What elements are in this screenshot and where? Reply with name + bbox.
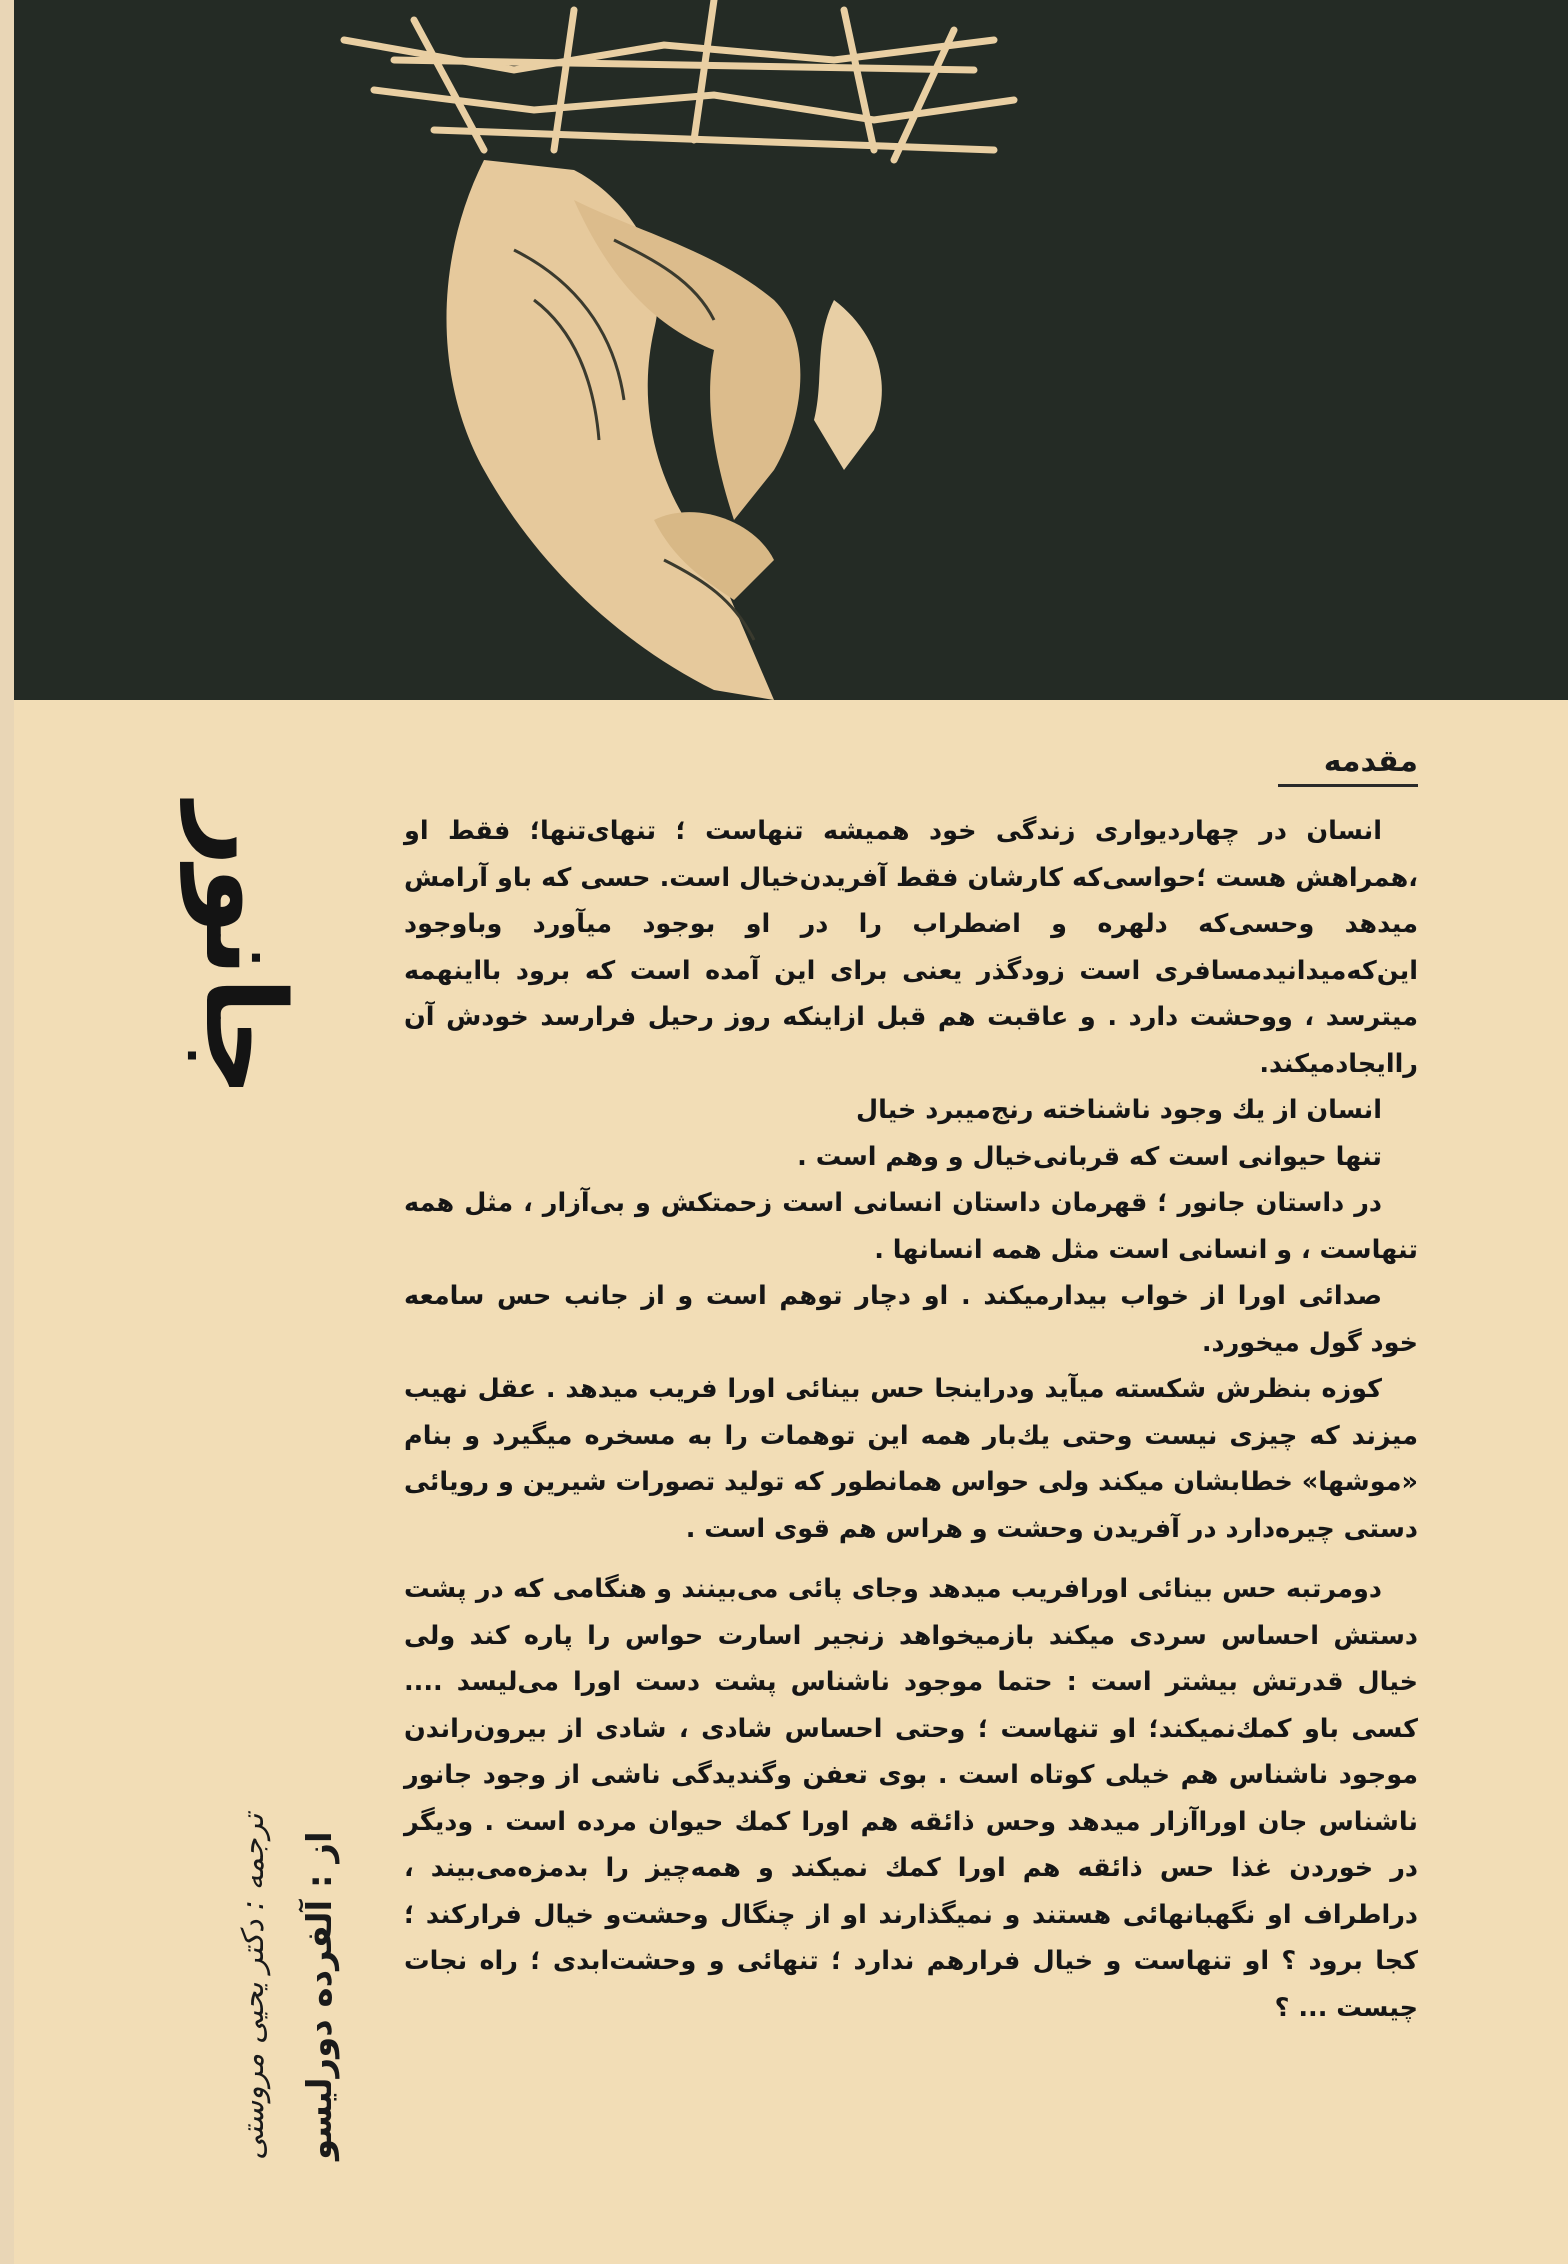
paragraph: انسان از یك وجود ناشناخته رنج‌میبرد خیال (855, 1095, 1382, 1125)
story-title: جانور (181, 802, 309, 1098)
credits (230, 1600, 380, 2160)
paragraph: انسان در چهاردیواری زندگی خود همیشه تنهاست ؛ تنهای‌تنها؛ فقط او ،همراهش هست ؛حواسی‌که کارشان فقط آفریدن‌خیال است. حسی که باو آرامش میدهد وحسی‌که دلهره و اضطراب را در او بوجود میآورد وباوجود این‌که‌میدانیدمسافری است زودگذر یعنی برای این آمده است که برود بااینهمه میترسد ، ووحشت دارد . و عاقبت هم قبل ازاینکه روز رحیل فرارسد خودش آن راایجادمیکند. (404, 816, 1418, 1079)
translator-credit: ترجمه : دکتر یحیی مروستی (236, 1813, 271, 2160)
paragraph: تنها حیوانی است که قربانی‌خیال و وهم است . (797, 1141, 1382, 1172)
woodcut-face-image (14, 0, 1568, 700)
paragraph: دومرتبه حس بینائی اورافریب میدهد وجای پائی می‌بینند و هنگامی که در پشت دستش احساس سردی میکند بازمیخواهد زنجیر اسارت حواس را پاره کند ولی خیال قدرتش بیشتر است : حتما موجود ناشناس پشت دست اورا می‌لیسد .... کسی باو کمك‌نمیکند؛ او تنهاست ؛ وحتی احساس شادی ، شادی از بیرون‌راندن موجود ناشناس هم خیلی کوتاه است . بوی تعفن وگندیدگی ناشی از وجود جانور ناشناس جان اوراآزار میدهد وحس ذائقه هم اورا کمك حیوان مرده است . ودیگر در خوردن غذا حس ذائقه هم اورا کمك نمیکند و همه‌چیز را بدمزه‌می‌بیند ، دراطراف او نگهبانهائی هستند و نمیگذارند او از چنگال وحشت‌و خیال فرارکند ؛ کجا برود ؟ او تنهاست و خیال فرارهم ندارد ؛ تنهائی و وحشت‌ابدی ؛ راه نجات چیست ... ؟ (404, 1574, 1418, 2023)
author-credit: از : آلفرده دورلیسو (300, 1831, 340, 2160)
heading-underline (1278, 784, 1418, 787)
paragraph: در داستان جانور ؛ قهرمان داستان انسانی است زحمتکش و بی‌آزار ، مثل همه تنهاست ، و انسانی است مثل همه انسانها . (404, 1188, 1418, 1265)
paragraph: صدائی اورا از خواب بیدارمیکند . او دچار توهم است و از جانب حس سامعه خود گول میخورد. (404, 1281, 1418, 1358)
paragraph: کوزه بنظرش شکسته میآید ودراینجا حس بینائی اورا فریب میدهد . عقل نهیب میزند که چیزی نیست وحتی یك‌بار همه این توهمات را به مسخره میگیرد و بنام «موشها» خطابشان میکند ولی حواس همانطور که تولید تصورات شیرین و رویائی دستی چیره‌دارد در آفریدن وحشت و هراس هم قوی است . (404, 1374, 1418, 1544)
header-illustration (14, 0, 1568, 700)
intro-body (404, 808, 1418, 2031)
intro-heading: مقدمه (1323, 744, 1418, 779)
page-edge (0, 0, 14, 2264)
